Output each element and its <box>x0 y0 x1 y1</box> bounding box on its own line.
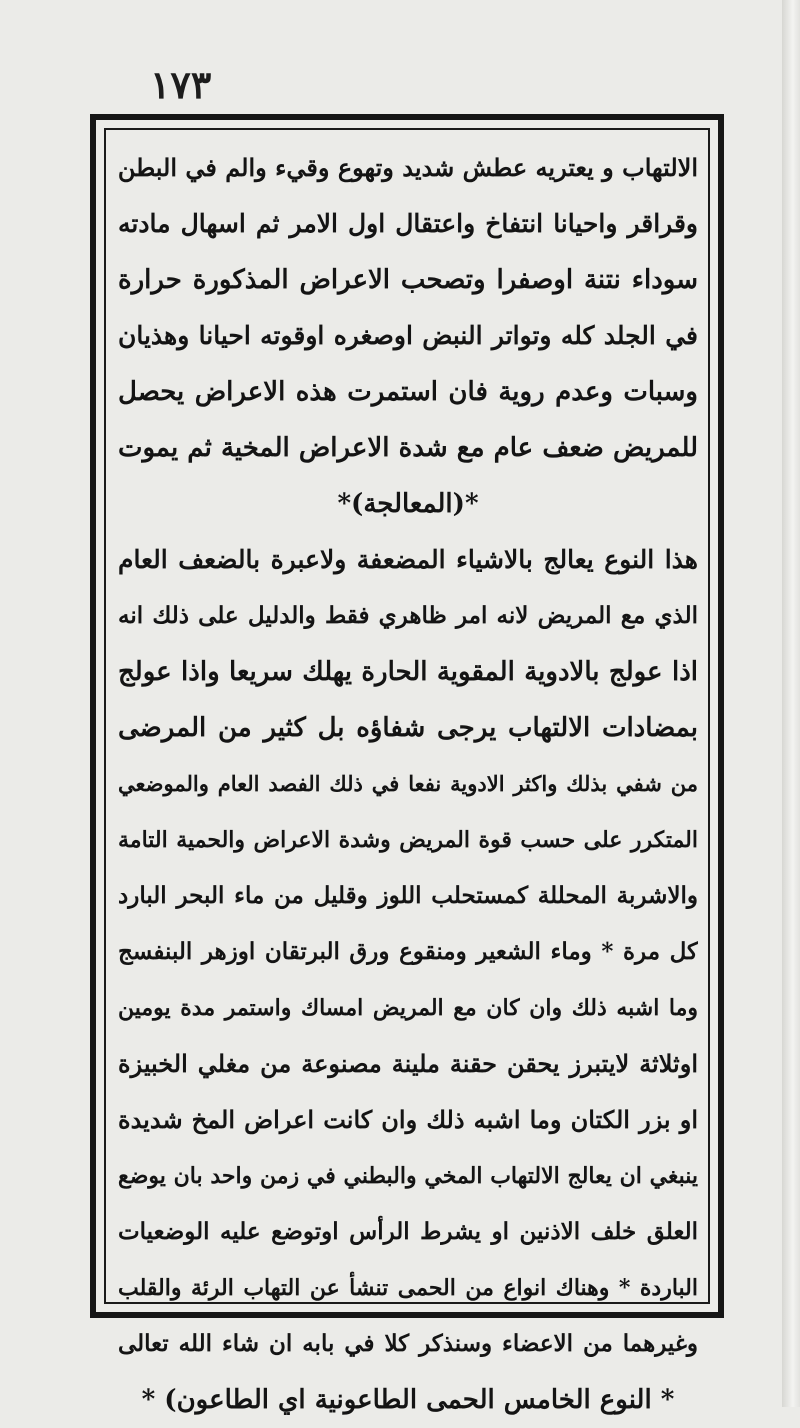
text-line: هذا النوع يعالج بالاشياء المضعفة ولاعبرة بالضعف العام <box>118 545 698 574</box>
text-line: اذا عولج بالادوية المقوية الحارة يهلك سريعا واذا عولج <box>118 657 698 687</box>
text-line: وسبات وعدم روية فان استمرت هذه الاعراض يحصل <box>118 377 698 407</box>
text-line: للمريض ضعف عام مع شدة الاعراض المخية ثم يموت <box>118 433 698 463</box>
page-number: ١٧٣ <box>150 62 212 107</box>
text-line: الباردة * وهناك انواع من الحمى تنشأ عن التهاب الرئة والقلب <box>118 1275 698 1301</box>
text-line: وما اشبه ذلك وان كان مع المريض امساك واستمر مدة يومين <box>118 995 698 1021</box>
text-line: وغيرهما من الاعضاء وسنذكر كلا في بابه ان شاء الله تعالى <box>118 1330 698 1357</box>
text-line: كل مرة * وماء الشعير ومنقوع ورق البرتقان اوزهر البنفسج <box>118 938 698 965</box>
section-heading: *(المعالجة)* <box>337 489 479 519</box>
text-line: او بزر الكتان وما اشبه ذلك وان كانت اعراض المخ شديدة <box>118 1105 698 1134</box>
text-line: بمضادات الالتهاب يرجى شفاؤه بل كثير من المرضى <box>118 713 698 743</box>
text-line: الالتهاب و يعتريه عطش شديد وتهوع وقيء والم في البطن <box>118 153 698 182</box>
text-line: الذي مع المريض لانه امر ظاهري فقط والدليل على ذلك انه <box>118 602 698 629</box>
text-line: وقراقر واحيانا انتفاخ واعتقال اول الامر ثم اسهال مادته <box>118 209 698 238</box>
text-line: العلق خلف الاذنين او يشرط الرأس اوتوضع عليه الوضعيات <box>118 1218 698 1245</box>
page-edge <box>782 0 800 1407</box>
text-line: اوثلاثة لايتبرز يحقن حقنة ملينة مصنوعة من مغلي الخبيزة <box>118 1049 698 1078</box>
text-line: والاشربة المحللة كمستحلب اللوز وقليل من ماء البحر البارد <box>118 882 698 909</box>
text-line: من شفي بذلك واكثر الادوية نفعا في ذلك الفصد العام والموضعي <box>118 771 698 796</box>
text-line: المتكرر على حسب قوة المريض وشدة الاعراض والحمية التامة <box>118 827 698 853</box>
text-line: سوداء نتنة اوصفرا وتصحب الاعراض المذكورة حرارة <box>118 265 698 295</box>
next-section-heading: * النوع الخامس الحمى الطاعونية اي الطاعون) * <box>141 1385 675 1415</box>
text-line: ينبغي ان يعالج الالتهاب المخي والبطني في زمن واحد بان يوضع <box>118 1163 698 1189</box>
body-text <box>118 140 698 1428</box>
text-line: في الجلد كله وتواتر النبض اوصغره اوقوته احيانا وهذيان <box>118 321 698 350</box>
